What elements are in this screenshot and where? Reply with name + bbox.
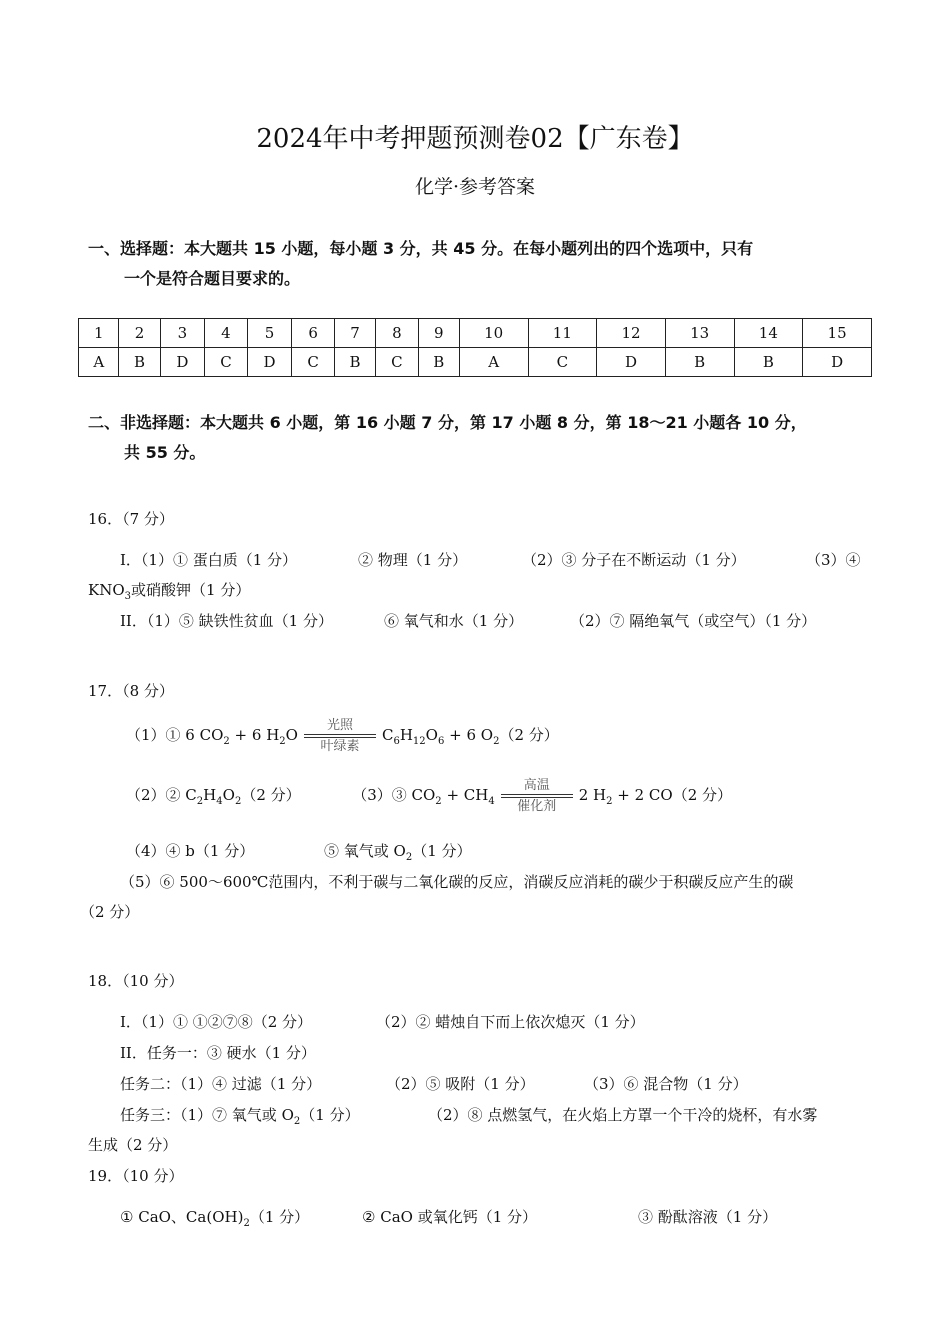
q18-answer: I．（1）① ①②⑦⑧（2 分） <box>120 1013 313 1031</box>
q17-heading: 17．（8 分） <box>88 682 174 700</box>
q18-answer: 任务三：（1）⑦ 氧气或 $O_2(1$ 分） <box>120 1106 360 1127</box>
question-number-cell: 4 <box>205 319 248 348</box>
q19-answer: ③ 酚酞溶液（1 分） <box>638 1208 778 1226</box>
reaction-condition: $\frac{\text{高温}}{\text{催化剂}}$ <box>501 778 573 814</box>
section2-heading: 二、非选择题：本大题共 6 小题，第 16 小题 7 分，第 17 小题 8 分，第 18～21 小题各 10 分， <box>88 413 807 432</box>
q17-answer-cont: （2 分） <box>80 903 140 921</box>
question-number-cell: 6 <box>292 319 335 348</box>
question-number-cell: 8 <box>376 319 419 348</box>
section2-heading-cont: 共 55 分。 <box>124 443 206 462</box>
q17-answer: （5）⑥ 500～600℃范围内，不利于碳与二氧化碳的反应，消碳反应消耗的碳少于积碳反应产生的碳 <box>120 873 794 891</box>
q19-answer: ② CaO 或氧化钙（1 分） <box>362 1208 538 1226</box>
answer-cell: C <box>205 348 248 377</box>
q16-heading: 16．（7 分） <box>88 510 174 528</box>
question-number-cell: 11 <box>528 319 597 348</box>
answer-table <box>78 318 872 377</box>
q16-answer: ⑥ 氧气和水（1 分） <box>384 612 524 630</box>
answer-cell: C <box>376 348 419 377</box>
q17-answer: （4）④ b（1 分） <box>126 842 255 860</box>
q18-answer: （2）⑧ 点燃氢气，在火焰上方罩一个干冷的烧杯，有水雾 <box>428 1106 818 1124</box>
answer-cell: A <box>459 348 528 377</box>
question-number-cell: 9 <box>418 319 459 348</box>
answer-cell: C <box>292 348 335 377</box>
question-number-cell: 5 <box>247 319 292 348</box>
answer-cell: B <box>334 348 375 377</box>
question-number-cell: 14 <box>734 319 803 348</box>
question-number-cell: 7 <box>334 319 375 348</box>
question-number-cell: 10 <box>459 319 528 348</box>
answer-cell: B <box>119 348 160 377</box>
q18-answer: （2）② 蜡烛自下而上依次熄灭（1 分） <box>376 1013 645 1031</box>
question-number-cell: 2 <box>119 319 160 348</box>
answer-cell: B <box>418 348 459 377</box>
q18-heading: 18．（10 分） <box>88 972 184 990</box>
q16-answer: （2）⑦ 隔绝氧气（或空气）（1 分） <box>570 612 817 630</box>
answer-table-answer-row <box>79 348 872 377</box>
answer-cell: B <box>665 348 734 377</box>
answer-cell: B <box>734 348 803 377</box>
q16-answer: （3）④ <box>806 551 861 569</box>
q16-answer: ② 物理（1 分） <box>358 551 468 569</box>
q18-answer: 任务二：（1）④ 过滤（1 分） <box>120 1075 322 1093</box>
section1-heading-cont: 一个是符合题目要求的。 <box>124 269 301 288</box>
q18-answer: （2）⑤ 吸附（1 分） <box>386 1075 535 1093</box>
answer-cell: D <box>597 348 666 377</box>
answer-cell: D <box>803 348 872 377</box>
q16-answer: II．（1）⑤ 缺铁性贫血（1 分） <box>120 612 333 630</box>
answer-cell: D <box>247 348 292 377</box>
answer-cell: D <box>160 348 205 377</box>
q16-answer: I．（1）① 蛋白质（1 分） <box>120 551 298 569</box>
question-number-cell: 1 <box>79 319 119 348</box>
q19-heading: 19．（10 分） <box>88 1167 184 1185</box>
q18-answer: （3）⑥ 混合物（1 分） <box>584 1075 748 1093</box>
answer-table-number-row <box>79 319 872 348</box>
reaction-condition: $\frac{\text{光照}}{\text{叶绿素}}$ <box>304 718 376 754</box>
q17-equation-2: （2）② $C_2H_4O_2(2$ 分） （3）③ $CO_2 + CH_4$ $\frac{\text{高温}}{\text{催化剂}}$ 2 $H_2 + 2$ CO（2 分） <box>126 778 733 814</box>
answer-cell: A <box>79 348 119 377</box>
q18-answer: II．任务一：③ 硬水（1 分） <box>120 1044 316 1062</box>
question-number-cell: 3 <box>160 319 205 348</box>
q17-answer: ⑤ 氧气或 $O_2(1$ 分） <box>324 842 472 863</box>
question-number-cell: 13 <box>665 319 734 348</box>
question-number-cell: 15 <box>803 319 872 348</box>
q18-answer-cont: 生成（2 分） <box>88 1136 178 1154</box>
page-subtitle: 化学·参考答案 <box>414 176 536 198</box>
page-title: 2024年中考押题预测卷02【广东卷】 <box>256 124 694 154</box>
q16-answer: （2）③ 分子在不断运动（1 分） <box>522 551 746 569</box>
q16-answer-cont: $KNO_3$或硝酸钾（1 分） <box>88 581 251 602</box>
q19-answer: ① CaO、$Ca(OH)_2(1$ 分） <box>120 1208 310 1229</box>
section1-heading: 一、选择题：本大题共 15 小题，每小题 3 分，共 45 分。在每小题列出的四个选项中，只有 <box>88 239 754 258</box>
question-number-cell: 12 <box>597 319 666 348</box>
answer-cell: C <box>528 348 597 377</box>
q17-equation-1: （1）① 6 $CO_2 + 6$ $H_2O$ $\frac{\text{光照}}{\text{叶绿素}}$ $C_6H_{12}O_6 + 6$ $O_2(2$ 分） <box>126 718 559 754</box>
